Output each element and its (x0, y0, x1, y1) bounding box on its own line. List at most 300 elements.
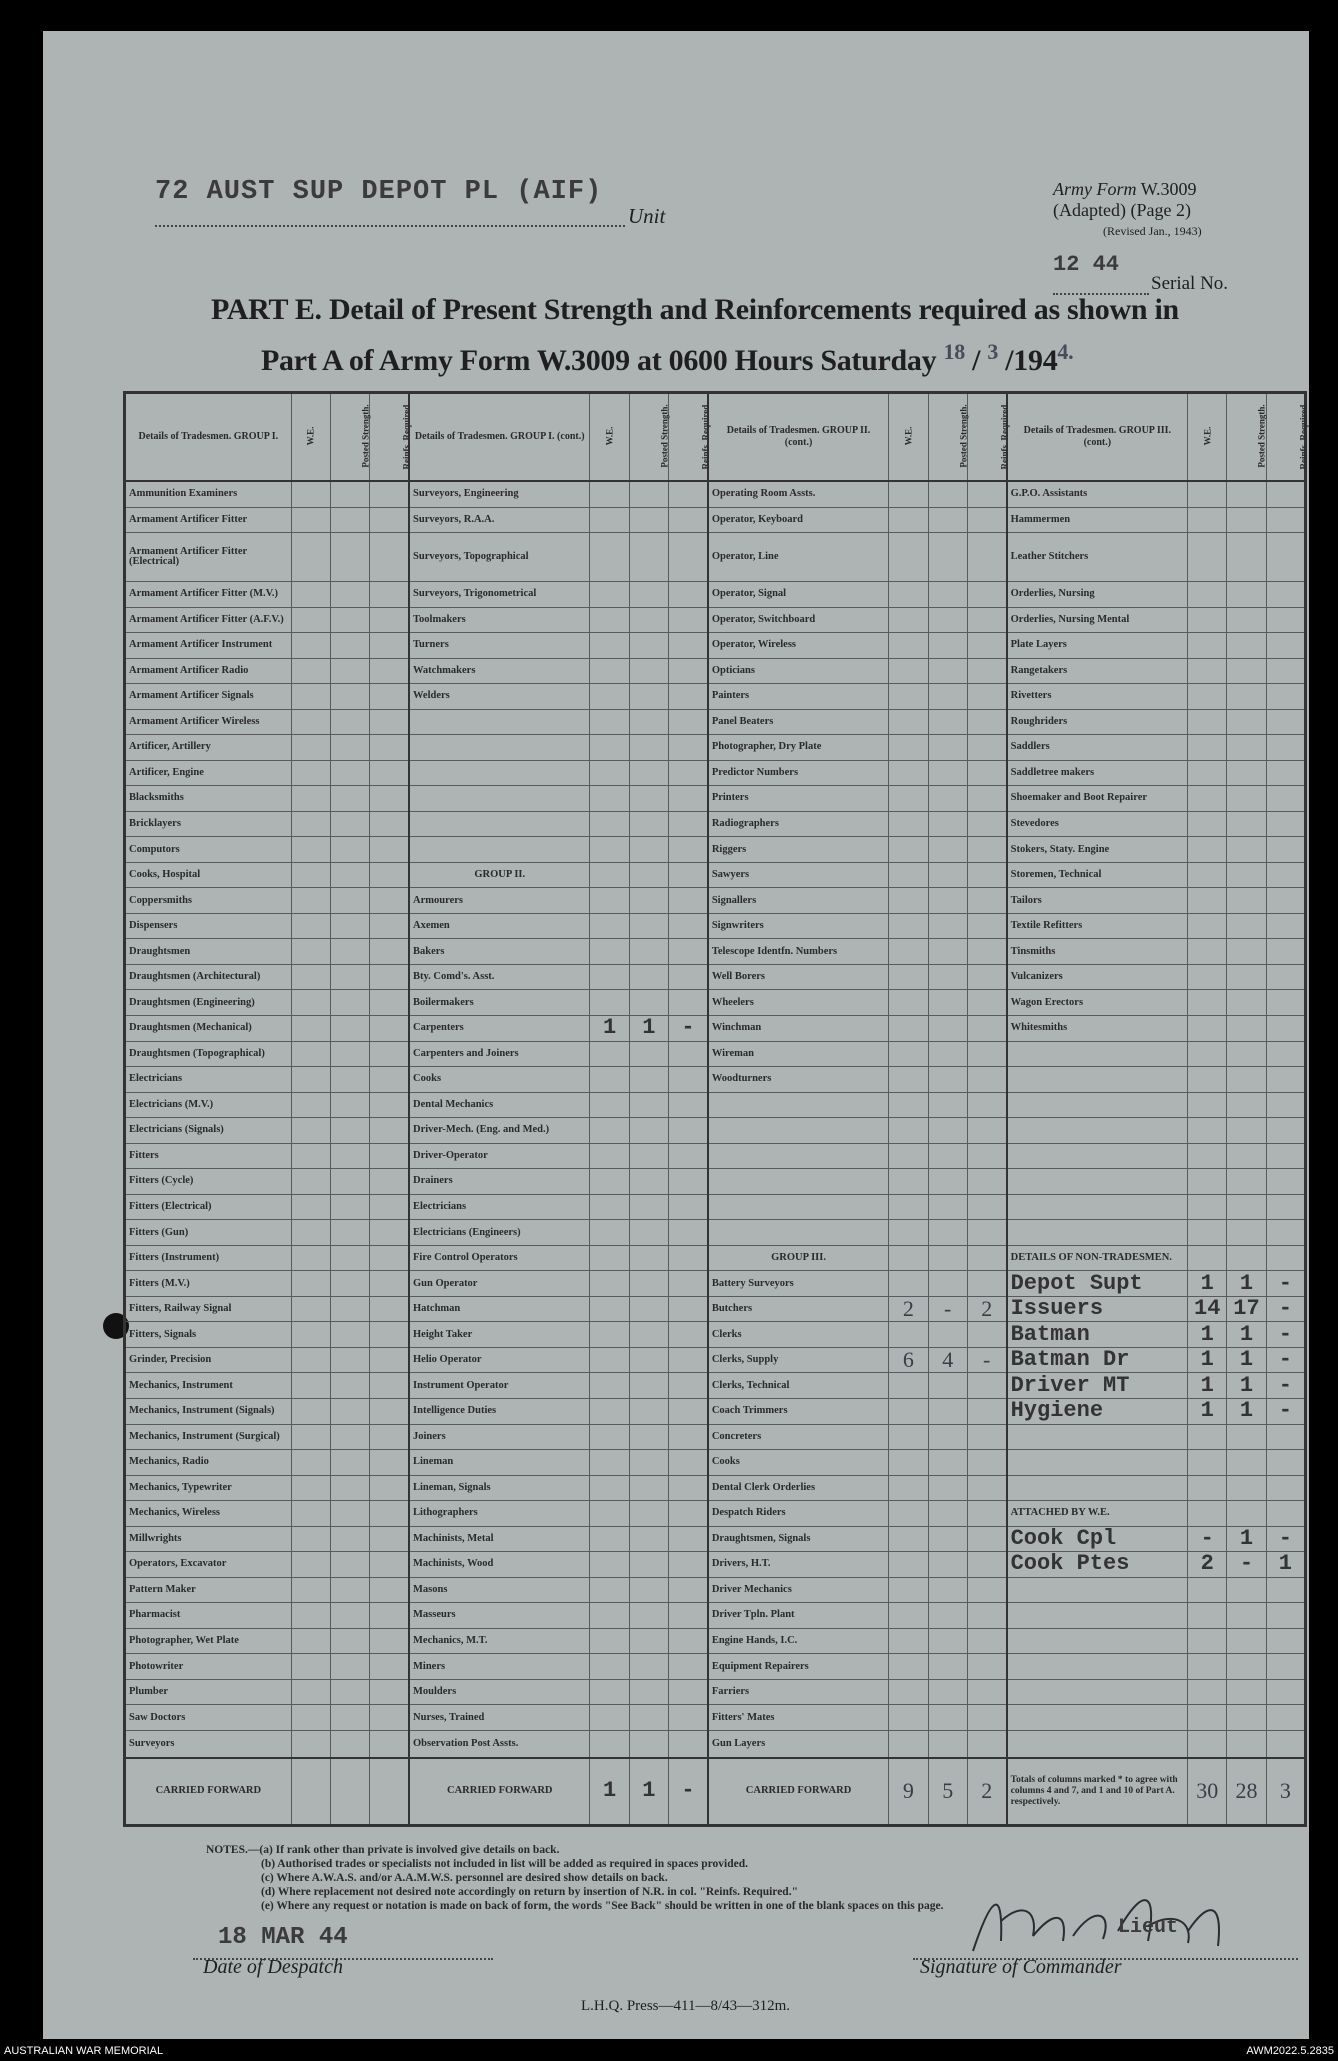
trade-name: Roughriders (1007, 709, 1188, 735)
trade-name: Grinder, Precision (125, 1347, 292, 1373)
trade-name: Intelligence Duties (409, 1398, 590, 1424)
count-cell-rr (1266, 1501, 1305, 1527)
count-cell-rr (370, 1501, 409, 1527)
count-cell-we (889, 1654, 928, 1680)
form-identifier (1053, 179, 1202, 242)
count-cell-ps (1227, 1016, 1266, 1042)
trade-name: Fitters (Cycle) (125, 1169, 292, 1195)
count-cell-we (1188, 837, 1227, 863)
trade-name: Height Taker (409, 1322, 590, 1348)
count-cell-rr: - (1266, 1373, 1305, 1399)
count-cell-rr (370, 1450, 409, 1476)
count-cell-ps (629, 913, 668, 939)
count-cell-rr (669, 862, 708, 888)
count-cell-rr (1266, 709, 1305, 735)
trade-name: Electricians (Signals) (125, 1118, 292, 1144)
trade-name: Well Borers (708, 964, 889, 990)
trade-name: Helio Operator (409, 1347, 590, 1373)
count-cell-we (590, 939, 629, 965)
count-cell-rr (1266, 607, 1305, 633)
count-cell-ps: - (928, 1296, 967, 1322)
cf-label-g2c: CARRIED FORWARD (708, 1758, 889, 1826)
trade-name: Dispensers (125, 913, 292, 939)
count-cell-ps (928, 837, 967, 863)
count-cell-ps (629, 964, 668, 990)
count-cell-we (291, 1679, 330, 1705)
trade-name: Wagon Erectors (1007, 990, 1188, 1016)
header-posted: Posted Strength. (1227, 393, 1266, 481)
trade-name: Telescope Identfn. Numbers (708, 939, 889, 965)
count-cell-we (291, 1347, 330, 1373)
count-cell-rr (370, 658, 409, 684)
count-cell-ps (330, 1169, 369, 1195)
count-cell-rr (370, 990, 409, 1016)
trade-name: Predictor Numbers (708, 760, 889, 786)
unit-underline (155, 225, 625, 227)
trade-name: DETAILS OF NON-TRADESMEN. (1007, 1245, 1188, 1271)
cf-g1c-ps: 1 (629, 1758, 668, 1826)
count-cell-rr (967, 1373, 1006, 1399)
note-line: (e) Where any request or notation is made on back of form, the words "See Back" should be written in one of the blank spaces on this page. (261, 1900, 944, 1912)
count-cell-ps (629, 709, 668, 735)
table-row (125, 481, 1306, 508)
count-cell-ps (330, 1679, 369, 1705)
count-cell-we (1188, 1475, 1227, 1501)
count-cell-we (590, 837, 629, 863)
count-cell-ps (629, 1245, 668, 1271)
count-cell-ps (1227, 1603, 1266, 1629)
count-cell-we (889, 1194, 928, 1220)
trade-name (1007, 1450, 1188, 1476)
trade-name: Signwriters (708, 913, 889, 939)
trade-name (1007, 1475, 1188, 1501)
serial-value: 12 44 (1053, 252, 1120, 277)
trade-name: Fitters, Signals (125, 1322, 292, 1348)
trade-name: Plate Layers (1007, 633, 1188, 659)
count-cell-rr (1266, 1577, 1305, 1603)
trade-name: Bty. Comd's. Asst. (409, 964, 590, 990)
trade-name: Wireman (708, 1041, 889, 1067)
count-cell-ps (928, 913, 967, 939)
count-cell-ps (629, 1194, 668, 1220)
count-cell-ps (629, 507, 668, 533)
count-cell-we (1188, 862, 1227, 888)
trade-name: Fitters, Railway Signal (125, 1296, 292, 1322)
cf-label-g1c: CARRIED FORWARD (409, 1758, 590, 1826)
count-cell-rr (1266, 862, 1305, 888)
trade-name: Miners (409, 1654, 590, 1680)
count-cell-rr (967, 811, 1006, 837)
trade-name: Cooks (708, 1450, 889, 1476)
trade-name: Issuers (1007, 1296, 1188, 1322)
count-cell-ps (330, 1143, 369, 1169)
count-cell-ps (1227, 837, 1266, 863)
count-cell-ps (629, 990, 668, 1016)
table-row (125, 862, 1306, 888)
count-cell-rr (967, 1194, 1006, 1220)
count-cell-ps (1227, 913, 1266, 939)
count-cell-rr (669, 1654, 708, 1680)
count-cell-rr (669, 1118, 708, 1144)
count-cell-rr (370, 1628, 409, 1654)
trade-name: Artificer, Engine (125, 760, 292, 786)
trade-name: Vulcanizers (1007, 964, 1188, 990)
count-cell-rr (669, 888, 708, 914)
cf-g2c-rr: 2 (967, 1758, 1006, 1826)
form-sheet (43, 31, 1309, 2039)
trade-name: Saddlers (1007, 735, 1188, 761)
count-cell-rr (669, 607, 708, 633)
trade-name: Woodturners (708, 1067, 889, 1093)
cf-cell (330, 1758, 369, 1826)
count-cell-ps (1227, 1501, 1266, 1527)
despatch-label: Date of Despatch (203, 1956, 343, 1978)
table-row (125, 1245, 1306, 1271)
trade-name (409, 735, 590, 761)
count-cell-ps (1227, 786, 1266, 812)
trade-name: Textile Refitters (1007, 913, 1188, 939)
count-cell-we (889, 1245, 928, 1271)
count-cell-rr (669, 786, 708, 812)
title-line2-prefix: Part A of Army Form W.3009 at 0600 Hours Saturday (261, 344, 937, 377)
trade-name: Draughtsmen, Signals (708, 1526, 889, 1552)
trade-name (1007, 1220, 1188, 1246)
count-cell-ps (629, 786, 668, 812)
trade-name (1007, 1067, 1188, 1093)
count-cell-ps (330, 760, 369, 786)
count-cell-we (590, 1245, 629, 1271)
count-cell-rr: 1 (1266, 1552, 1305, 1578)
trade-name: Instrument Operator (409, 1373, 590, 1399)
count-cell-we (291, 1552, 330, 1578)
count-cell-ps: - (1227, 1552, 1266, 1578)
count-cell-rr (1266, 581, 1305, 607)
count-cell-rr (370, 760, 409, 786)
table-row (125, 684, 1306, 710)
trade-name: Electricians (M.V.) (125, 1092, 292, 1118)
count-cell-we (590, 709, 629, 735)
count-cell-we (889, 607, 928, 633)
count-cell-we (889, 481, 928, 508)
count-cell-we (1188, 1118, 1227, 1144)
page-title-line1: PART E. Detail of Present Strength and Reinforcements required as shown in (211, 293, 1179, 326)
count-cell-ps (928, 760, 967, 786)
table-row (125, 1271, 1306, 1297)
count-cell-we (291, 1577, 330, 1603)
table-row (125, 533, 1306, 582)
count-cell-rr (1266, 1424, 1305, 1450)
count-cell-we (291, 862, 330, 888)
trade-name (1007, 1041, 1188, 1067)
count-cell-rr (370, 1041, 409, 1067)
count-cell-we (1188, 658, 1227, 684)
table-row (125, 1296, 1306, 1322)
count-cell-we (1188, 481, 1227, 508)
count-cell-rr (967, 1322, 1006, 1348)
count-cell-ps (629, 1143, 668, 1169)
count-cell-we: 1 (1188, 1271, 1227, 1297)
count-cell-we (590, 862, 629, 888)
trade-name: Turners (409, 633, 590, 659)
count-cell-rr (669, 1730, 708, 1757)
table-row (125, 1526, 1306, 1552)
cf-g1c-rr: - (669, 1758, 708, 1826)
count-cell-rr (1266, 1092, 1305, 1118)
count-cell-ps (928, 1373, 967, 1399)
count-cell-we (1188, 1041, 1227, 1067)
count-cell-ps (928, 862, 967, 888)
count-cell-we (291, 1322, 330, 1348)
count-cell-rr (967, 1118, 1006, 1144)
count-cell-we (590, 533, 629, 582)
trade-name: Fitters' Mates (708, 1705, 889, 1731)
trade-name: Pattern Maker (125, 1577, 292, 1603)
unit-label: Unit (628, 204, 666, 228)
count-cell-ps (629, 1322, 668, 1348)
count-cell-rr (967, 1654, 1006, 1680)
count-cell-ps: 1 (629, 1016, 668, 1042)
trade-name: GROUP II. (409, 862, 590, 888)
trade-name: Riggers (708, 837, 889, 863)
count-cell-ps (928, 964, 967, 990)
count-cell-rr (967, 607, 1006, 633)
count-cell-we (1188, 735, 1227, 761)
trade-name: Surveyors, Topographical (409, 533, 590, 582)
count-cell-ps (1227, 760, 1266, 786)
count-cell-we (889, 581, 928, 607)
count-cell-ps (928, 1679, 967, 1705)
count-cell-rr (967, 1016, 1006, 1042)
trade-name: Painters (708, 684, 889, 710)
count-cell-we (590, 1475, 629, 1501)
count-cell-rr (967, 633, 1006, 659)
count-cell-we (1188, 1577, 1227, 1603)
count-cell-rr (1266, 990, 1305, 1016)
count-cell-we (1188, 1679, 1227, 1705)
count-cell-rr (1266, 837, 1305, 863)
count-cell-ps (1227, 1679, 1266, 1705)
trade-name (1007, 1603, 1188, 1629)
count-cell-rr (370, 1654, 409, 1680)
count-cell-we (590, 735, 629, 761)
totals-note: Totals of columns marked * to agree with columns 4 and 7, and 1 and 10 of Part A. respectively. (1007, 1758, 1188, 1826)
count-cell-we: 14 (1188, 1296, 1227, 1322)
count-cell-ps (928, 735, 967, 761)
trade-name: Photowriter (125, 1654, 292, 1680)
count-cell-we (590, 913, 629, 939)
count-cell-we: 1 (1188, 1398, 1227, 1424)
trade-name: Gun Operator (409, 1271, 590, 1297)
count-cell-ps (1227, 811, 1266, 837)
count-cell-we (1188, 1143, 1227, 1169)
count-cell-rr (370, 862, 409, 888)
count-cell-we (1188, 1245, 1227, 1271)
trade-name: Stokers, Staty. Engine (1007, 837, 1188, 863)
count-cell-rr (669, 658, 708, 684)
count-cell-we (889, 1577, 928, 1603)
count-cell-rr (967, 1424, 1006, 1450)
trade-name (1007, 1654, 1188, 1680)
count-cell-ps (629, 1705, 668, 1731)
count-cell-ps (330, 1245, 369, 1271)
table-row (125, 1705, 1306, 1731)
count-cell-rr (967, 1730, 1006, 1757)
trade-name: Draughtsmen (Topographical) (125, 1041, 292, 1067)
carried-forward-row (125, 1758, 1306, 1826)
count-cell-ps (928, 633, 967, 659)
count-cell-we (1188, 607, 1227, 633)
count-cell-ps (928, 1654, 967, 1680)
count-cell-rr (967, 1705, 1006, 1731)
count-cell-rr (370, 1143, 409, 1169)
count-cell-ps (629, 811, 668, 837)
count-cell-ps: 1 (1227, 1271, 1266, 1297)
count-cell-ps: 4 (928, 1347, 967, 1373)
count-cell-rr (669, 507, 708, 533)
count-cell-ps (330, 633, 369, 659)
count-cell-ps (928, 658, 967, 684)
trade-name: Machinists, Wood (409, 1552, 590, 1578)
trade-name: Draughtsmen (Mechanical) (125, 1016, 292, 1042)
count-cell-ps (928, 1424, 967, 1450)
count-cell-rr (967, 1041, 1006, 1067)
count-cell-we (590, 1679, 629, 1705)
trade-name: Operator, Keyboard (708, 507, 889, 533)
trade-name: Armament Artificer Fitter (125, 507, 292, 533)
trade-name: Drainers (409, 1169, 590, 1195)
trade-name: Draughtsmen (125, 939, 292, 965)
trade-name: Photographer, Wet Plate (125, 1628, 292, 1654)
trade-name: Carpenters and Joiners (409, 1041, 590, 1067)
count-cell-ps: 17 (1227, 1296, 1266, 1322)
count-cell-we (590, 1118, 629, 1144)
count-cell-ps (928, 1041, 967, 1067)
count-cell-we (889, 1041, 928, 1067)
count-cell-rr (967, 533, 1006, 582)
note-line: (d) Where replacement not desired note accordingly on return by insertion of N.R. in col. "Reinfs. Required." (261, 1886, 798, 1898)
count-cell-ps (928, 1067, 967, 1093)
trade-name: Moulders (409, 1679, 590, 1705)
table-row (125, 1067, 1306, 1093)
count-cell-we: 1 (1188, 1347, 1227, 1373)
count-cell-ps (1227, 1194, 1266, 1220)
count-cell-we (1188, 1654, 1227, 1680)
trade-name: Rangetakers (1007, 658, 1188, 684)
form-name: Army Form (1053, 179, 1137, 199)
count-cell-ps (629, 1603, 668, 1629)
count-cell-we (291, 1501, 330, 1527)
count-cell-we (590, 1296, 629, 1322)
trade-name (708, 1194, 889, 1220)
trade-name: Electricians (Engineers) (409, 1220, 590, 1246)
count-cell-rr (370, 1347, 409, 1373)
count-cell-we (291, 1220, 330, 1246)
count-cell-ps (629, 1628, 668, 1654)
count-cell-rr (669, 1067, 708, 1093)
count-cell-ps (330, 533, 369, 582)
table-row (125, 1347, 1306, 1373)
count-cell-we: 1 (1188, 1322, 1227, 1348)
trade-name (1007, 1169, 1188, 1195)
trade-name: Computors (125, 837, 292, 863)
count-cell-rr (1266, 811, 1305, 837)
count-cell-rr (370, 888, 409, 914)
count-cell-rr (669, 1296, 708, 1322)
count-cell-ps (928, 1526, 967, 1552)
count-cell-rr (370, 1475, 409, 1501)
count-cell-rr (1266, 658, 1305, 684)
count-cell-we (590, 1041, 629, 1067)
table-row (125, 1577, 1306, 1603)
count-cell-we (291, 811, 330, 837)
count-cell-we: 1 (590, 1016, 629, 1042)
count-cell-we (291, 1245, 330, 1271)
count-cell-ps (330, 1705, 369, 1731)
count-cell-ps (629, 1398, 668, 1424)
count-cell-we (291, 888, 330, 914)
count-cell-rr (370, 735, 409, 761)
count-cell-ps (1227, 1245, 1266, 1271)
count-cell-ps (629, 837, 668, 863)
count-cell-we (590, 1705, 629, 1731)
table-row (125, 939, 1306, 965)
trade-name: Panel Beaters (708, 709, 889, 735)
count-cell-rr (669, 1552, 708, 1578)
count-cell-we (1188, 1730, 1227, 1757)
table-row (125, 1679, 1306, 1705)
trade-name: Fitters (125, 1143, 292, 1169)
count-cell-rr (967, 1501, 1006, 1527)
count-cell-rr (370, 1424, 409, 1450)
trade-name: Machinists, Metal (409, 1526, 590, 1552)
count-cell-we (291, 1194, 330, 1220)
table-row (125, 786, 1306, 812)
count-cell-ps (330, 1501, 369, 1527)
count-cell-ps (629, 1347, 668, 1373)
count-cell-ps (629, 1220, 668, 1246)
count-cell-ps (330, 1552, 369, 1578)
count-cell-we (590, 786, 629, 812)
count-cell-we (1188, 811, 1227, 837)
count-cell-we (291, 1705, 330, 1731)
count-cell-we (889, 1016, 928, 1042)
count-cell-ps (1227, 481, 1266, 508)
count-cell-ps (629, 481, 668, 508)
count-cell-rr (669, 1424, 708, 1450)
count-cell-we (590, 1373, 629, 1399)
count-cell-rr (1266, 1628, 1305, 1654)
count-cell-rr (1266, 684, 1305, 710)
count-cell-we (889, 658, 928, 684)
table-row (125, 964, 1306, 990)
count-cell-we (1188, 1603, 1227, 1629)
count-cell-rr (370, 913, 409, 939)
count-cell-we (590, 1603, 629, 1629)
count-cell-we: 2 (1188, 1552, 1227, 1578)
count-cell-we (1188, 1194, 1227, 1220)
table-row (125, 913, 1306, 939)
count-cell-rr (967, 1552, 1006, 1578)
count-cell-rr (1266, 1705, 1305, 1731)
trade-name: Electricians (409, 1194, 590, 1220)
count-cell-we (889, 1398, 928, 1424)
count-cell-rr: - (1266, 1271, 1305, 1297)
header-posted: Posted Strength. (330, 393, 369, 481)
header-reinfs: Reinfs. Required. (669, 393, 708, 481)
count-cell-we (590, 888, 629, 914)
trade-name: Dental Mechanics (409, 1092, 590, 1118)
count-cell-we (889, 1501, 928, 1527)
